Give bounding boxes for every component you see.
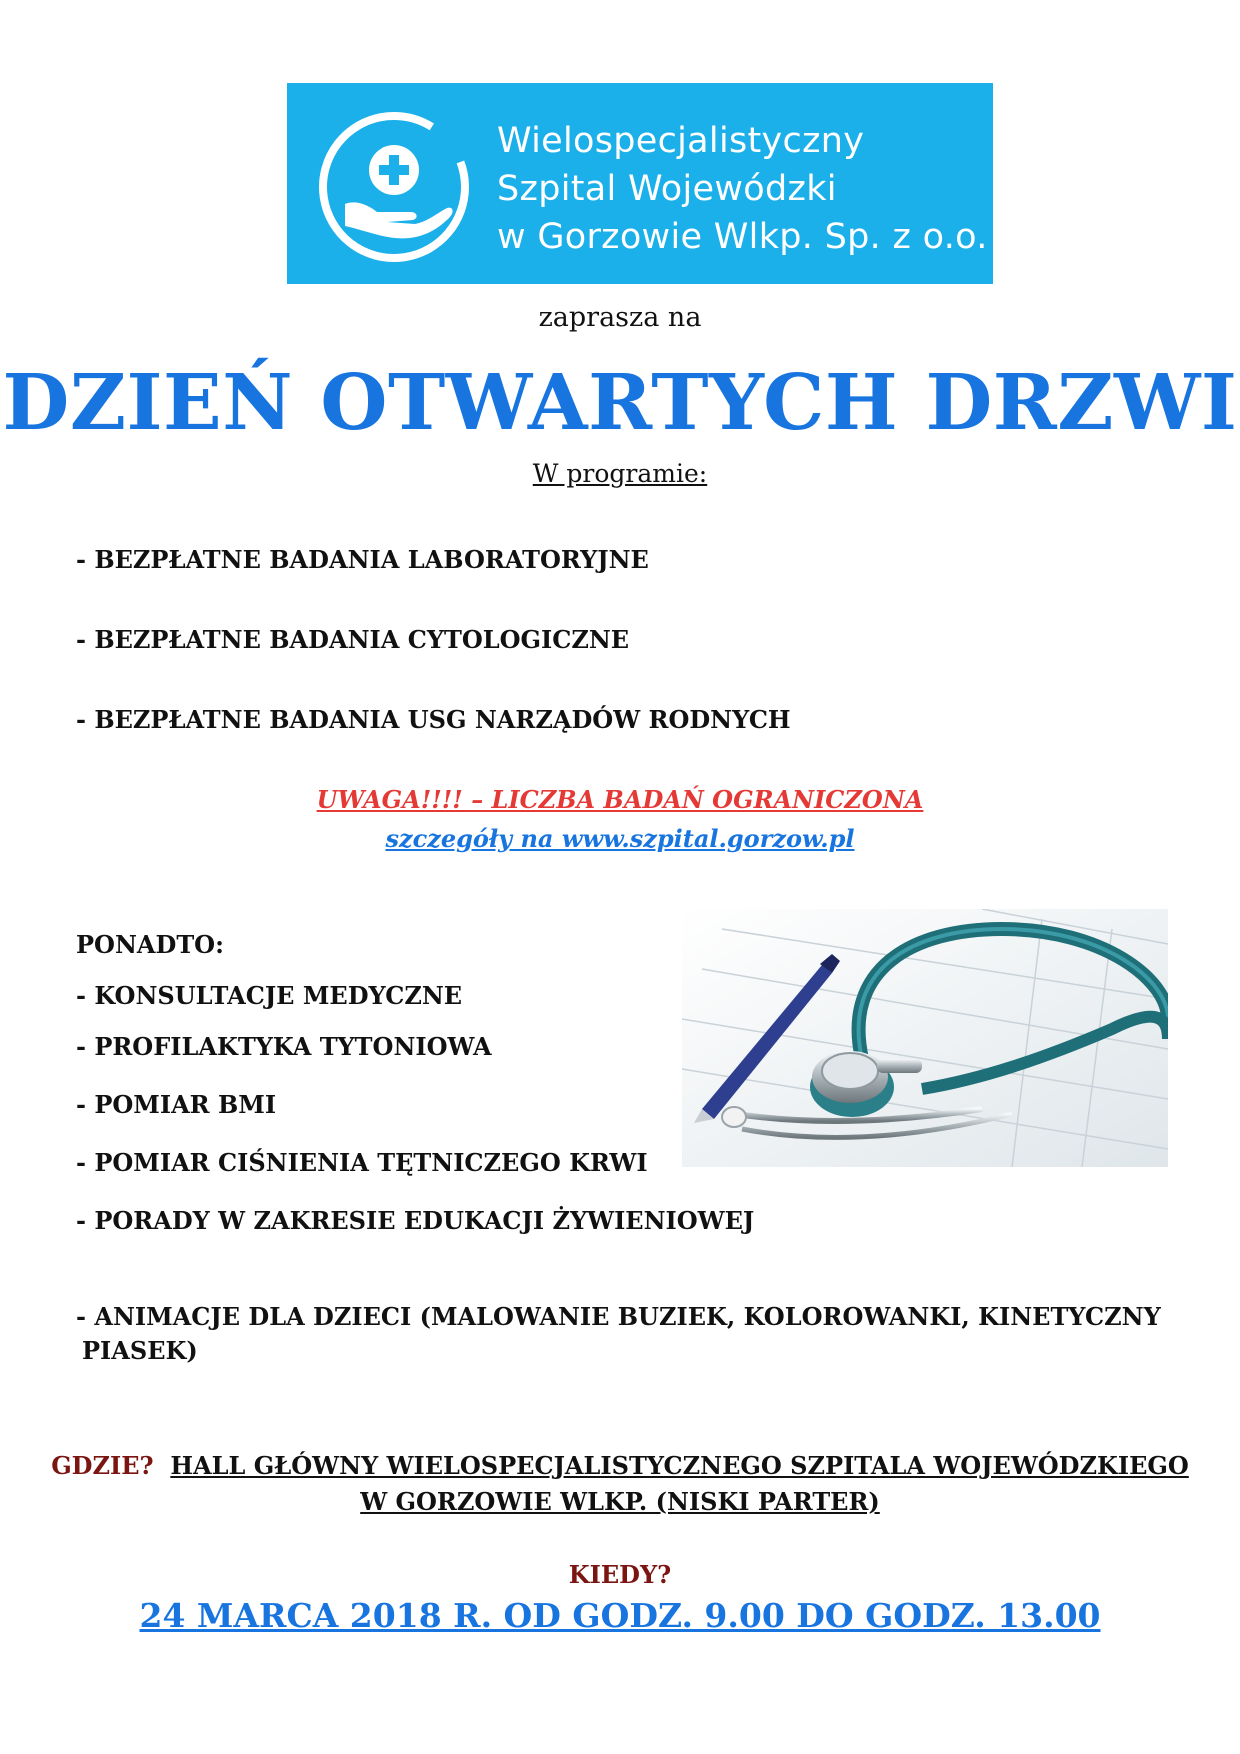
extra-item: - PROFILAKTYKA TYTONIOWA: [76, 1032, 492, 1061]
kids-activities-line-1: - ANIMACJE DLA DZIECI (MALOWANIE BUZIEK, KOLOROWANKI, KINETYCZNY: [76, 1302, 1161, 1331]
location-text-1: HALL GŁÓWNY WIELOSPECJALISTYCZNEGO SZPITALA WOJEWÓDZKIEGO: [170, 1451, 1189, 1480]
details-link[interactable]: szczegóły na www.szpital.gorzow.pl: [385, 824, 855, 853]
invite-text: zaprasza na: [538, 302, 702, 333]
location-label: GDZIE?: [51, 1451, 154, 1480]
location-line-1: [0, 1448, 1240, 1484]
extra-item: - KONSULTACJE MEDYCZNE: [76, 981, 463, 1010]
hospital-name-line-3: w Gorzowie Wlkp. Sp. z o.o.: [497, 217, 988, 257]
program-item: - BEZPŁATNE BADANIA LABORATORYJNE: [76, 545, 649, 574]
extra-item: - PORADY W ZAKRESIE EDUKACJI ŻYWIENIOWEJ: [76, 1206, 755, 1235]
hospital-name: [497, 117, 988, 261]
extra-heading: PONADTO:: [76, 930, 224, 959]
extra-item: - POMIAR BMI: [76, 1090, 277, 1119]
date-label: KIEDY?: [568, 1560, 672, 1589]
cross-in-hand-icon: [315, 108, 473, 266]
program-item: - BEZPŁATNE BADANIA USG NARZĄDÓW RODNYCH: [76, 705, 791, 734]
stethoscope-photo: [682, 909, 1168, 1167]
hospital-name-line-2: Szpital Wojewódzki: [497, 169, 837, 209]
kids-activities-line-2: PIASEK): [82, 1336, 198, 1365]
location-block: [0, 1448, 1240, 1520]
extra-item: - POMIAR CIŚNIENIA TĘTNICZEGO KRWI: [76, 1148, 648, 1177]
page-title: DZIEŃ OTWARTYCH DRZWI: [2, 358, 1238, 448]
limited-tests-warning: UWAGA!!!! – LICZBA BADAŃ OGRANICZONA: [316, 785, 924, 814]
location-line-2: [0, 1484, 1240, 1520]
program-item: - BEZPŁATNE BADANIA CYTOLOGICZNE: [76, 625, 630, 654]
location-text-2: W GORZOWIE WLKP. (NISKI PARTER): [360, 1487, 880, 1516]
hospital-logo-banner: [287, 83, 993, 284]
hospital-name-line-1: Wielospecjalistyczny: [497, 121, 865, 161]
event-date: 24 MARCA 2018 R. OD GODZ. 9.00 DO GODZ. 13.00: [139, 1596, 1101, 1635]
program-heading: W programie:: [532, 459, 708, 488]
